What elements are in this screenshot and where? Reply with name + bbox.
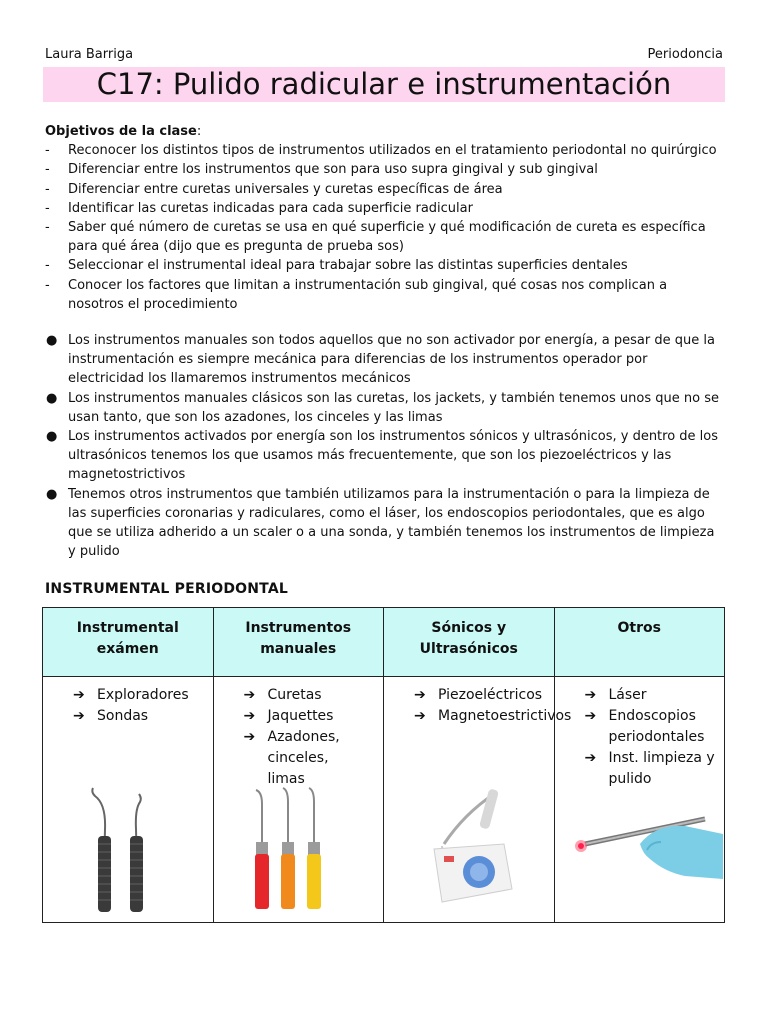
list-item-text: Curetas: [267, 687, 322, 703]
table-cell-exam: [43, 677, 214, 923]
list-item: ● Los instrumentos manuales son todos aquellos que no son activador por energía, a pesar de que la instrumentación es siempre mecánica para diferencias de los instrumentos operador por electricidad los llamaremos instrumentos mecánicos: [46, 333, 715, 387]
objectives-list: [45, 141, 735, 314]
arrow-icon: ➔: [243, 729, 256, 745]
list-item: - Conocer los factores que limitan a instrumentación sub gingival, qué cosas nos complican a nosotros el procedimiento: [45, 277, 668, 312]
list-item-text: Magnetoestrictivos: [438, 708, 572, 724]
laser-glove-illustration: [555, 784, 730, 914]
list-item: [214, 727, 384, 790]
objectives-heading: Objetivos de la clase:: [45, 124, 202, 139]
page-title: C17: Pulido radicular e instrumentación: [43, 67, 725, 102]
list-item: ● Los instrumentos manuales clásicos son las curetas, los jackets, y también tenemos unos que no se usan tanto, que son los azadones, los cinceles y las limas: [46, 390, 719, 425]
notes-section: [45, 331, 725, 561]
list-item: - Saber qué número de curetas se usa en qué superficie y qué modificación de cureta es específica para qué área (dijo que es pregunta de prueba sos): [45, 220, 706, 255]
list-item: - Seleccionar el instrumental ideal para trabajar sobre las distintas superficies dentales: [45, 258, 628, 274]
arrow-icon: ➔: [414, 687, 426, 703]
column-header-line: exámen: [96, 641, 159, 657]
instrumental-table: [42, 607, 725, 923]
table-cell-sonic: [384, 677, 572, 923]
list-item-text: limas: [267, 771, 305, 787]
author-name: Laura Barriga: [45, 47, 134, 62]
list-item: - Diferenciar entre curetas universales y curetas específicas de área: [45, 181, 503, 197]
objectives-section: [45, 122, 735, 314]
page-header: [45, 47, 723, 65]
list-item-text: Azadones,: [267, 729, 340, 745]
list-item-text: Jaquettes: [267, 708, 334, 724]
list-item: [384, 706, 572, 727]
list-item-text: pulido: [608, 771, 652, 787]
list-item: - Identificar las curetas indicadas para cada superficie radicular: [45, 200, 473, 216]
arrow-icon: ➔: [584, 750, 597, 766]
list-item: ● Los instrumentos activados por energía son los instrumentos sónicos y ultrasónicos, y dentro de los ultrasónicos tenemos los que usamos más frecuentemente, que son los piezoeléctricos y las magnetostrictivos: [46, 429, 719, 483]
arrow-icon: ➔: [73, 687, 85, 703]
list-item: [384, 685, 554, 706]
column-header-line: Otros: [617, 620, 661, 636]
list-item: [214, 685, 384, 706]
column-header-line: Sónicos y Ultrasónicos: [419, 620, 518, 657]
list-item-text: Piezoeléctricos: [438, 687, 543, 703]
table-heading: INSTRUMENTAL PERIODONTAL: [45, 581, 288, 597]
column-header-line: manuales: [260, 641, 337, 657]
table-cell-manual: [213, 677, 384, 923]
column-header: [213, 608, 384, 677]
arrow-icon: ➔: [243, 687, 256, 703]
cell-list: [384, 677, 572, 727]
table-cell-other: [554, 677, 725, 923]
arrow-icon: ➔: [243, 708, 256, 724]
list-item: - Diferenciar entre los instrumentos que son para uso supra gingival y sub gingival: [45, 162, 598, 178]
list-item: ● Tenemos otros instrumentos que también utilizamos para la instrumentación o para la limpieza de las superficies coronarias y radiculares, como el láser, los endoscopios periodontales, que es algo que se utiliza adherido a un scaler o a una sonda, y también tenemos los instrumentos de limpieza y pulido: [46, 486, 715, 560]
list-item: [555, 706, 725, 748]
list-item-text: Láser: [608, 687, 647, 703]
cell-list: [555, 677, 725, 790]
list-item: [555, 685, 725, 706]
column-header-line: Instrumentos: [245, 620, 352, 636]
column-header: [384, 608, 555, 677]
cell-list: [43, 677, 213, 727]
list-item-text: Exploradores: [97, 687, 189, 703]
arrow-icon: ➔: [73, 708, 85, 724]
list-item-text: Sondas: [97, 708, 149, 724]
list-item: [43, 706, 213, 727]
arrow-icon: ➔: [414, 708, 426, 724]
cell-list: [214, 677, 384, 790]
arrow-icon: ➔: [584, 687, 597, 703]
explorer-probe-illustration: [43, 784, 198, 914]
list-item-text: Inst. limpieza y: [608, 750, 715, 766]
list-item: - Reconocer los distintos tipos de instrumentos utilizados en el tratamiento periodontal no quirúrgico: [45, 143, 717, 159]
column-header-line: Instrumental: [76, 620, 179, 636]
list-item: [43, 685, 213, 706]
subject-name: Periodoncia: [647, 47, 723, 62]
list-item-text: cinceles,: [267, 750, 329, 766]
list-item: [214, 706, 384, 727]
ultrasonic-device-illustration: [384, 784, 539, 914]
column-header: [554, 608, 725, 677]
notes-list: [45, 331, 725, 561]
list-item-text: periodontales: [608, 729, 705, 745]
column-header: [43, 608, 214, 677]
arrow-icon: ➔: [584, 708, 597, 724]
list-item-text: Endoscopios: [608, 708, 696, 724]
curettes-illustration: [214, 784, 369, 914]
